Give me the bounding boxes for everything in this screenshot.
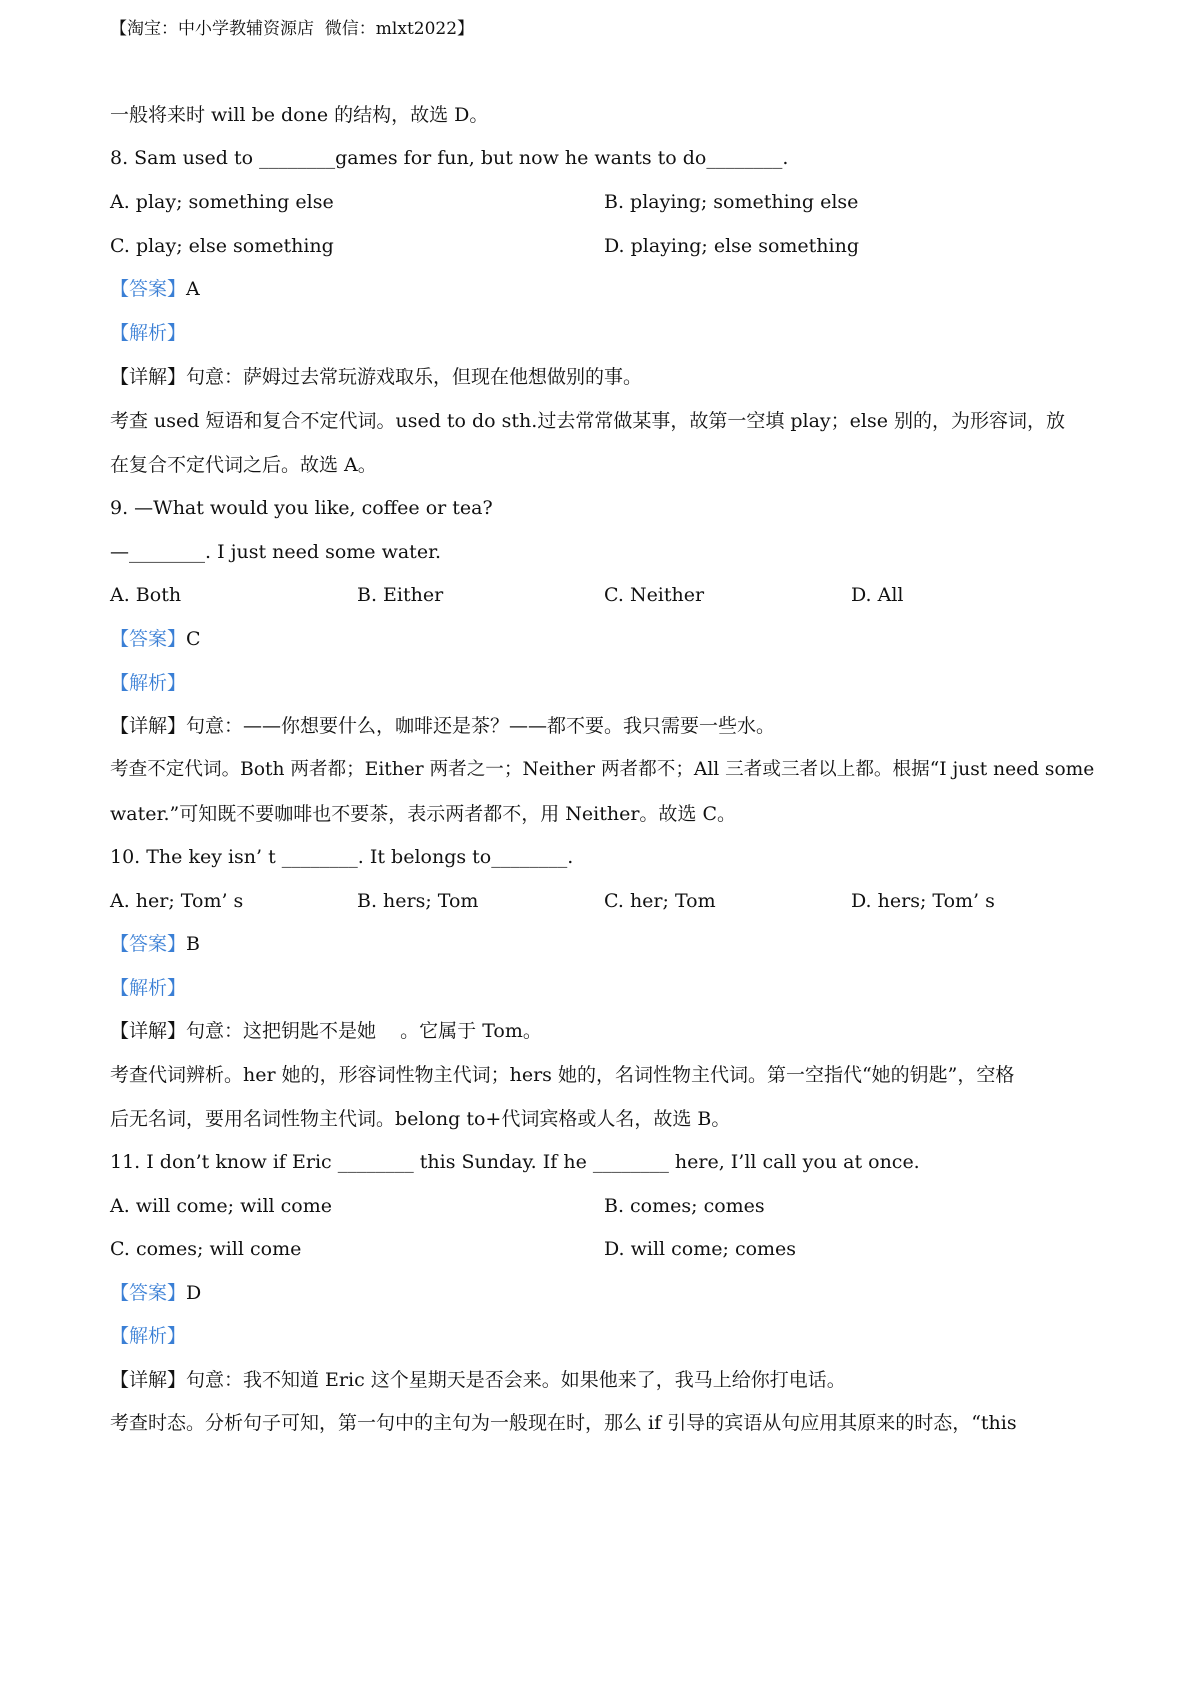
q11-detail: 【详解】句意：我不知道 Eric 这个星期天是否会来。如果他来了，我马上给你打电话。 [110,1369,846,1391]
q11-option-d: D. will come; comes [604,1238,797,1260]
q11-analysis-tag: 【解析】 [110,1325,187,1347]
answer-tag: 【答案】 [110,1282,187,1304]
q10-option-b: B. hers; Tom [357,890,479,912]
q8-option-a: A. play; something else [110,191,334,213]
q9-answer [110,624,201,654]
q9-explain-line2: water.”可知既不要咖啡也不要茶，表示两者都不，用 Neither。故选 C。 [110,803,736,825]
q8-option-c: C. play; else something [110,235,334,257]
answer-value: C [186,628,201,650]
q9-stem-line2: —________. I just need some water. [110,541,442,563]
q11-option-b: B. comes; comes [604,1195,765,1217]
q10-option-d: D. hers; Tom’ s [851,890,995,912]
q10-answer [110,929,200,959]
answer-tag: 【答案】 [110,278,187,300]
q9-stem-line1: 9. —What would you like, coffee or tea? [110,497,493,519]
q8-option-b: B. playing; something else [604,191,859,213]
intro-line: 一般将来时 will be done 的结构，故选 D。 [110,104,489,126]
q11-option-a: A. will come; will come [110,1195,332,1217]
answer-value: A [186,278,200,300]
q11-stem: 11. I don’t know if Eric ________ this Sunday. If he ________ here, I’ll call you at once. [110,1151,920,1173]
q11-answer [110,1278,201,1308]
q9-option-b: B. Either [357,584,444,606]
q10-explain-line1: 考查代词辨析。her 她的，形容词性物主代词；hers 她的，名词性物主代词。第一空指代“她的钥匙”，空格 [110,1064,1015,1086]
page-header: 【淘宝：中小学教辅资源店 微信：mlxt2022】 [110,19,475,39]
q9-analysis-tag: 【解析】 [110,672,187,694]
q10-option-c: C. her; Tom [604,890,716,912]
q8-explain-line1: 考查 used 短语和复合不定代词。used to do sth.过去常常做某事，故第一空填 play；else 别的，为形容词，放 [110,410,1066,432]
q10-detail: 【详解】句意：这把钥匙不是她 。它属于 Tom。 [110,1020,542,1042]
q9-option-d: D. All [851,584,904,606]
answer-tag: 【答案】 [110,933,187,955]
answer-tag: 【答案】 [110,628,187,650]
q8-stem: 8. Sam used to ________games for fun, but now he wants to do________. [110,147,789,169]
q10-analysis-tag: 【解析】 [110,977,187,999]
q8-detail: 【详解】句意：萨姆过去常玩游戏取乐，但现在他想做别的事。 [110,366,643,388]
q9-explain-line1: 考查不定代词。Both 两者都；Either 两者之一；Neither 两者都不；All 三者或三者以上都。根据“I just need some [110,759,1095,780]
q8-analysis-tag: 【解析】 [110,322,187,344]
q9-option-c: C. Neither [604,584,705,606]
q8-option-d: D. playing; else something [604,235,860,257]
q10-explain-line2: 后无名词，要用名词性物主代词。belong to+代词宾格或人名，故选 B。 [110,1108,731,1130]
q11-option-c: C. comes; will come [110,1238,302,1260]
q11-explain-line1: 考查时态。分析句子可知，第一句中的主句为一般现在时，那么 if 引导的宾语从句应用其原来的时态，“this [110,1412,1017,1434]
answer-value: D [186,1282,202,1304]
q8-answer [110,274,200,304]
q10-option-a: A. her; Tom’ s [110,890,244,912]
q8-explain-line2: 在复合不定代词之后。故选 A。 [110,454,377,476]
q10-stem: 10. The key isn’ t ________. It belongs to________. [110,846,574,868]
answer-value: B [186,933,200,955]
q9-option-a: A. Both [110,584,182,606]
q9-detail: 【详解】句意：——你想要什么，咖啡还是茶？——都不要。我只需要一些水。 [110,715,776,737]
